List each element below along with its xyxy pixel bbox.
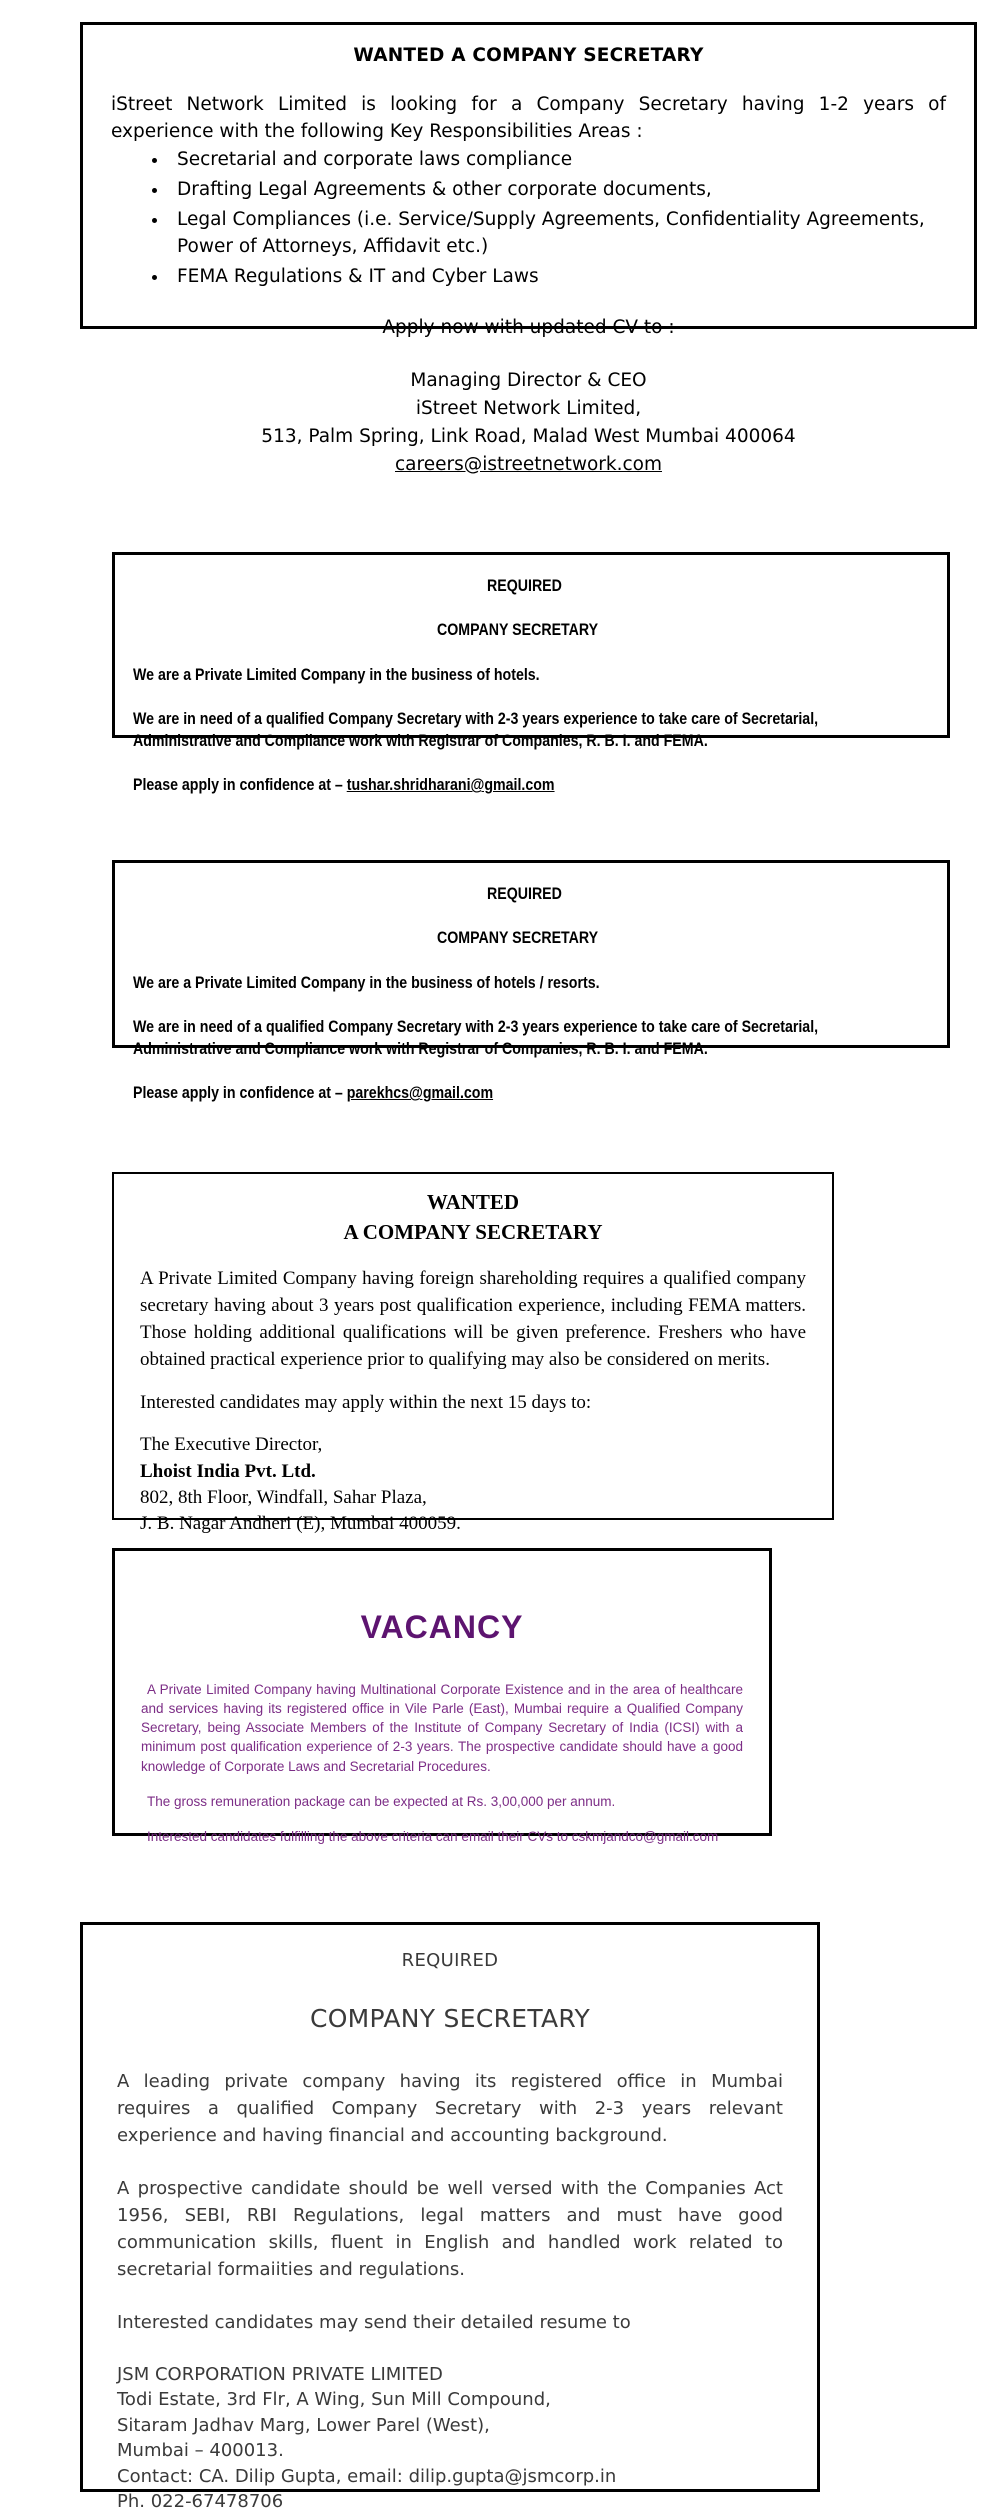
- job-ad-hotels-resorts-parekh: [112, 860, 950, 1103]
- ad6-address-block: [117, 2362, 783, 2515]
- job-ad-hotels-tushar: [112, 552, 950, 795]
- ad1-address: 513, Palm Spring, Link Road, Malad West Mumbai 400064: [261, 425, 796, 447]
- list-item: • Legal Compliances (i.e. Service/Supply Agreements, Confidentiality Agreements, Power of Attorneys, Affidavit etc.): [169, 207, 946, 261]
- ad6-para-3: Interested candidates may send their detailed resume to: [117, 2311, 631, 2333]
- ad4-para-1: A Private Limited Company having foreign shareholding requires a qualified company secretary having about 3 years post qualification experience, including FEMA matters. Those holding additional qualifications will be given preference. Freshers who have obtained practical experience prior to qualifying may also be considered on merits.: [140, 1267, 806, 1370]
- ad2-apply-prefix: Please apply in confidence at –: [133, 776, 347, 795]
- ad3-apply-prefix: Please apply in confidence at –: [133, 1084, 347, 1103]
- ad4-heading-wanted: WANTED: [426, 1190, 520, 1214]
- list-item: • FEMA Regulations & IT and Cyber Laws: [169, 264, 946, 291]
- ad3-apply-line: [133, 1082, 929, 1104]
- ad3-para-2-line-1: We are in need of a qualified Company Secretary with 2-3 years experience to take care of Secretarial,: [133, 1017, 819, 1036]
- ad6-contact-email-line[interactable]: Contact: CA. Dilip Gupta, email: dilip.gupta@jsmcorp.in: [117, 2465, 617, 2487]
- ad1-apply-line: Apply now with updated CV to :: [382, 316, 675, 338]
- ad6-para-2: A prospective candidate should be well versed with the Companies Act 1956, SEBI, RBI Regulations, legal matters and must have good communication skills, fluent in English and handled work related to secretarial formaiities and regulations.: [117, 2177, 783, 2280]
- ad4-spacer-2: [140, 1416, 806, 1432]
- list-item: • Secretarial and corporate laws compliance: [169, 147, 946, 174]
- ad3-heading-required-text: REQUIRED: [487, 885, 563, 903]
- ad3-email-link[interactable]: parekhcs@gmail.com: [346, 1084, 494, 1103]
- ad4-addr-line-1: The Executive Director,: [140, 1434, 323, 1456]
- job-ad-lhoist-india: [112, 1172, 834, 1535]
- ad3-para-1-text: We are a Private Limited Company in the business of hotels / resorts.: [133, 973, 600, 992]
- ad2-heading-company-secretary: [133, 619, 929, 641]
- ad3-para-1: [133, 972, 929, 994]
- job-ad-jsm-corporation: [80, 1922, 820, 2513]
- ad5-para-3-prefix: Interested candidates fulfilling the above criteria can email their CVs to: [147, 1828, 572, 1844]
- ad3-para-2: [133, 1016, 929, 1061]
- ad1-contact-name: Managing Director & CEO: [410, 370, 647, 392]
- ad6-heading-required: REQUIRED: [401, 1950, 499, 1971]
- ad5-para-2: The gross remuneration package can be expected at Rs. 3,00,000 per annum.: [147, 1793, 616, 1809]
- ad2-para-1-text: We are a Private Limited Company in the business of hotels.: [133, 665, 540, 684]
- ad3-heading-cs-text: COMPANY SECRETARY: [437, 929, 599, 948]
- ad1-contact-block: [111, 367, 946, 478]
- ad2-para-2-line-1: We are in need of a qualified Company Secretary with 2-3 years experience to take care of Secretarial,: [133, 709, 819, 728]
- ad6-para-1: A leading private company having its registered office in Mumbai requires a qualified Company Secretary with 2-3 years relevant experience and having financial and accounting background.: [117, 2070, 783, 2146]
- ad1-title: WANTED A COMPANY SECRETARY: [353, 45, 704, 66]
- ad2-para-2: [133, 708, 929, 753]
- ad4-spacer: [140, 1374, 806, 1390]
- job-ad-istreet-network: [80, 22, 977, 475]
- ad2-para-2-line-2: Administrative and Compliance work with Registrar of Companies, R. B. I. and FEMA.: [133, 732, 708, 751]
- job-ad-vacancy-kmjandco: [112, 1548, 772, 1844]
- ad5-title-vacancy: VACANCY: [360, 1609, 524, 1645]
- ad6-addr-line-3: Sitaram Jadhav Marg, Lower Parel (West),: [117, 2414, 490, 2436]
- ad2-apply-line: [133, 774, 929, 796]
- ad5-para-1: A Private Limited Company having Multinational Corporate Existence and in the area of healthcare and services having its registered office in Vile Parle (East), Mumbai require a Qualified Company Secretary, being Associate Members of the Institute of Company Secretary of India (ICSI) with a minimum post qualification experience of 2-3 years. The prospective candidate should have a good knowledge of Corporate Laws and Secretarial Procedures.: [141, 1682, 743, 1774]
- ad5-para-3: [141, 1827, 743, 1846]
- ad3-heading-required: [133, 883, 929, 905]
- list-item: • Drafting Legal Agreements & other corporate documents,: [169, 177, 946, 204]
- ad4-address-block: [140, 1432, 806, 1537]
- ad6-heading-company-secretary: COMPANY SECRETARY: [309, 2004, 591, 2033]
- ad1-intro: iStreet Network Limited is looking for a Company Secretary having 1-2 years of experience with the following Key Responsibilities Areas :: [111, 93, 946, 142]
- ad5-email-link[interactable]: cskmjandco@gmail.com: [571, 1828, 719, 1844]
- ad4-para-2: Interested candidates may apply within the next 15 days to:: [140, 1391, 592, 1413]
- ad4-addr-company: Lhoist India Pvt. Ltd.: [140, 1460, 316, 1482]
- ad2-para-1: [133, 664, 929, 686]
- ad6-addr-company: JSM CORPORATION PRIVATE LIMITED: [117, 2363, 443, 2385]
- ad2-heading-required: [133, 575, 929, 597]
- ad2-heading-cs-text: COMPANY SECRETARY: [437, 621, 599, 640]
- ad6-addr-line-4: Mumbai – 400013.: [117, 2440, 284, 2462]
- ad2-email-link[interactable]: tushar.shridharani@gmail.com: [346, 776, 555, 795]
- ad4-addr-line-3: 802, 8th Floor, Windfall, Sahar Plaza,: [140, 1486, 427, 1508]
- ad1-responsibilities-list: [111, 147, 946, 290]
- ad2-heading-required-text: REQUIRED: [487, 577, 563, 595]
- ad6-phone-line: Ph. 022-67478706: [117, 2491, 284, 2513]
- ad4-addr-line-4: J. B. Nagar Andheri (E), Mumbai 400059.: [140, 1513, 461, 1535]
- ad1-company: iStreet Network Limited,: [415, 398, 642, 420]
- ad6-addr-line-2: Todi Estate, 3rd Flr, A Wing, Sun Mill Compound,: [117, 2389, 551, 2411]
- ad3-heading-company-secretary: [133, 927, 929, 949]
- ad3-para-2-line-2: Administrative and Compliance work with Registrar of Companies, R. B. I. and FEMA.: [133, 1040, 708, 1059]
- ad4-heading-company-secretary: A COMPANY SECRETARY: [343, 1219, 603, 1244]
- ad1-email-link[interactable]: careers@istreetnetwork.com: [395, 453, 662, 475]
